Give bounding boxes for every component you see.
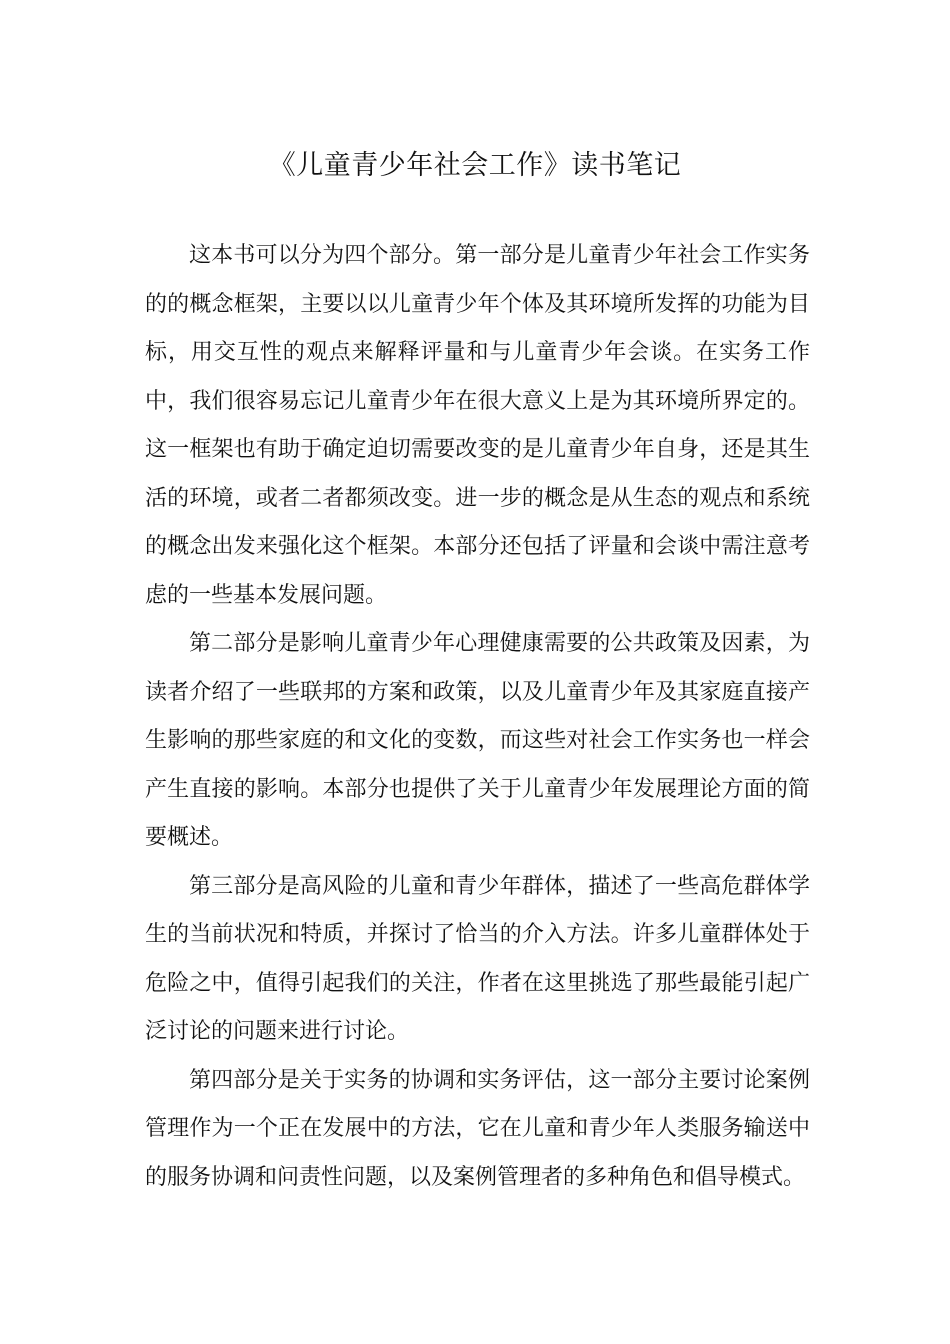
paragraph-3: 第三部分是高风险的儿童和青少年群体，描述了一些高危群体学生的当前状况和特质，并探讨了恰当的介入方法。许多儿童群体处于危险之中，值得引起我们的关注，作者在这里挑选了那些最能引起广泛讨论的问题来进行讨论。 — [145, 873, 810, 1044]
document-title: 《儿童青少年社会工作》读书笔记 — [268, 150, 682, 181]
paragraph-4: 第四部分是关于实务的协调和实务评估，这一部分主要讨论案例管理作为一个正在发展中的方法，它在儿童和青少年人类服务输送中的服务协调和问责性问题，以及案例管理者的多种角色和倡导模式。 — [145, 1067, 810, 1190]
paragraph-2: 第二部分是影响儿童青少年心理健康需要的公共政策及因素，为读者介绍了一些联邦的方案和政策，以及儿童青少年及其家庭直接产生影响的那些家庭的和文化的变数，而这些对社会工作实务也一样会产生直接的影响。本部分也提供了关于儿童青少年发展理论方面的简要概述。 — [145, 631, 810, 850]
paragraph-1: 这本书可以分为四个部分。第一部分是儿童青少年社会工作实务的的概念框架，主要以以儿童青少年个体及其环境所发挥的功能为目标，用交互性的观点来解释评量和与儿童青少年会谈。在实务工作中，我们很容易忘记儿童青少年在很大意义上是为其环境所界定的。这一框架也有助于确定迫切需要改变的是儿童青少年自身，还是其生活的环境，或者二者都须改变。进一步的概念是从生态的观点和系统的概念出发来强化这个框架。本部分还包括了评量和会谈中需注意考虑的一些基本发展问题。 — [145, 243, 810, 608]
document-body — [145, 232, 810, 1202]
